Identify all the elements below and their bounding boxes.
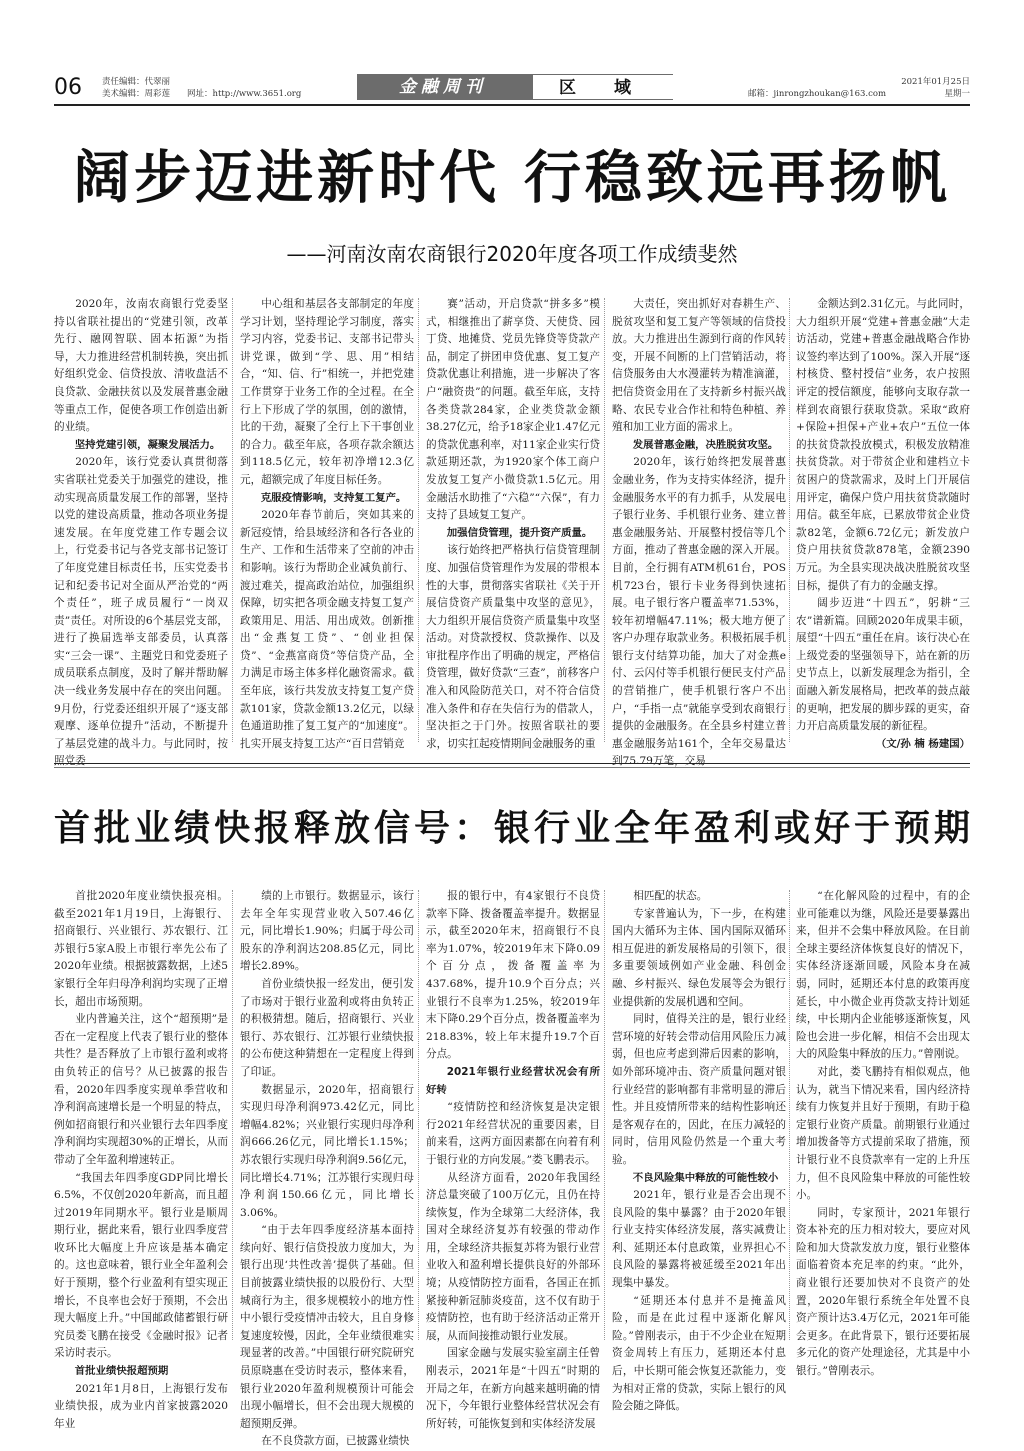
article-divider (54, 763, 970, 764)
column-separator (789, 298, 790, 742)
article-1-subtitle: ——河南汝南农商银行2020年度各项工作成绩斐然 (286, 242, 738, 266)
paragraph: 从经济方面看，2020年我国经济总量突破了100万亿元，且仍在持续恢复，作为全球第二大经济体，我国对全球经济复苏有较强的带动作用，全球经济共振复苏将为银行业营业收入和盈利增长提供良好的外部环境；从疫情防控方面看，各国正在抓紧接种新冠肺炎疫苗，这不仅有助于疫情防控，也有助于经济活动正常开展，从而间接推动银行业发展。 (426, 1171, 600, 1342)
paragraph: 业内普遍关注，这个“超预期”是否在一定程度上代表了银行业的整体共性？是否释放了上市银行盈利或将由负转正的信号？从已披露的报告看，2020年四季度实现单季营收和净利润高速增长是一个明显的特点，例如招商银行和兴业银行去年四季度净利润均实现超30%的正增长，从而带动了全年盈利增速转正。 (54, 1013, 228, 1166)
paragraph: “由于去年四季度经济基本面持续向好、银行信贷投放力度加大，为银行出现‘共性改善’提供了基础。但目前披露业绩快报的以股份行、大型城商行为主，很多规模较小的地方性中小银行受疫情冲击较大，且自身修复速度较慢，因此，全年业绩很难实现显著的改善。”中国银行研究院研究员原晓惠在受访时表示，整体来看，银行业2020年盈利规模预计可能会出现小幅增长，但不会出现大规模的超预期反弹。 (240, 1224, 414, 1430)
paragraph: 2020年，汝南农商银行党委坚持以省联社提出的“党建引领，改革先行、融网智联、固本拓源”为指导，大力推进经营机制转换，突出抓好组织党金、信贷投放、清收盘活不良贷款、金融扶贫以及发展普惠金融等重点工作，促使各项工作创造出新的业绩。 (54, 298, 228, 434)
paragraph: 阔步迈进“十四五”，躬耕“三农”谱新篇。回顾2020年成果丰硕，展望“十四五”重任在肩。该行决心在上级党委的坚强领导下，站在新的历史节点上，以新发展理念为指引，全面融入新发展格局，把改革的鼓点敲的更响，把发展的脚步踩的更实，奋力开启高质量发展的新征程。 (796, 597, 970, 733)
paragraph: 2020年，该行始终把发展普惠金融业务，作为支持实体经济，提升金融服务水平的有力抓手，从发展电子银行业务、手机银行业务、建立普惠金融服务站、开展整村授信等几个方面，推动了普惠金融的深入开展。目前，全行拥有ATM机61台，POS机723台，银行卡业务得到快速拓展。电子银行客户覆盖率71.53%，较年初增幅47.11%；极大地方便了客户办理存取款业务。积极拓展手机银行支付结算功能，加大了对金燕e付、云闪付等手机银行便民支付产品的营销推广，使手机银行客户不出户，“手指一点”就能享受到农商银行提供的金融服务。在全县乡村建立普惠金融服务站161个，全年交易量达到75.79万笔，交易 (612, 456, 786, 768)
publication-name: 金融周刊 (399, 77, 487, 97)
section-heading: 首批业绩快报超预期 (74, 1365, 169, 1378)
section-name: 区 域 (533, 74, 673, 100)
paragraph: 中心组和基层各支部制定的年度学习计划，坚持理论学习制度，落实学习内容，党委书记、支部书记带头讲党课，做到“学、思、用”相结合，“知、信、行”相统一，并把党建工作贯穿于业务工作的全过程。在全行上下形成了学的氛围，创的激情，比的干劲，凝聚了全行上下干事创业的合力。截至年底，各项存款余额达到118.5亿元，较年初净增12.3亿元，超额完成了年度目标任务。 (240, 298, 414, 486)
paragraph: 专家普遍认为，下一步，在构建国内大循环为主体、国内国际双循环相互促进的新发展格局的引领下，很多重要领域例如产业金融、科创金融、乡村振兴、绿色发展等会为银行业提供新的发展机遇和空间。 (612, 907, 786, 1008)
column-separator (418, 298, 419, 742)
paragraph: 对此，娄飞鹏持有相似观点，他认为，就当下情况来看，国内经济持续有力恢复并且好于预期，有助于稳定银行业资产质量。前期银行业通过增加拨备等方式提前采取了措施，预计银行业不良贷款率有一定的上升压力，但不良风险集中释放的可能性较小。 (796, 1065, 970, 1202)
paragraph: 绩的上市银行。数据显示，该行去年全年实现营业收入507.46亿元，同比增长1.90%；归属于母公司股东的净利润达208.85亿元，同比增长2.89%。 (240, 890, 414, 973)
paragraph: 在不良贷款方面，已披露业绩快 (261, 1435, 410, 1448)
paragraph: 相匹配的状态。 (633, 890, 708, 902)
byline: （文/孙 楠 杨建国） (875, 737, 970, 750)
paragraph: 报的银行中，有4家银行不良贷款率下降、拨备覆盖率提升。数据显示，截至2020年末，招商银行不良率为1.07%，较2019年末下降0.09个百分点，拨备覆盖率为437.68%，提升10.9个百分点；兴业银行不良率为1.25%，较2019年末下降0.29个百分点，拨备覆盖率为218.83%，较上年末提升19.7个百分点。 (426, 890, 600, 1061)
paragraph: 国家金融与发展实验室副主任曾刚表示，2021年是“十四五”时期的开局之年，在新方向越来越明确的情况下，今年银行业整体经营状况会有所好转，可能恢复到和实体经济发展 (426, 1347, 600, 1430)
text-column (240, 296, 414, 750)
website-url: 网址：http://www.3651.org (187, 89, 302, 99)
page-number: 06 (54, 75, 82, 100)
paragraph: 首份业绩快报一经发出，便引发了市场对于银行业盈利或将由负转正的积极猜想。随后，招商银行、兴业银行、苏农银行、江苏银行业绩快报的公布使这种猜想在一定程度上得到了印证。 (240, 977, 414, 1078)
paragraph: 金额达到2.31亿元。与此同时，大力组织开展“党建+普惠金融”大走访活动，党建+普惠金融战略合作协议签约率达到了100%。深入开展“逐村核贷、整村授信”业务，农户按照评定的授信额度，能够向支取存款一样到农商银行获取贷款。采取“政府+保险+担保+产业+农户”五位一体的扶贫贷款投放模式，积极发放精准扶贫贷款。对于带贫企业和建档立卡贫困户的贷款需求，及时上门开展信用评定，确保户贷户用扶贫贷款随时用信。截至年底，已累放带贫企业贷款82笔，金额6.72亿元；新发放户贷户用扶贫贷款878笔，金额2390万元。为全县实现决战决胜脱贫攻坚目标，提供了有力的金融支撑。 (796, 298, 970, 592)
text-column (426, 296, 600, 750)
section-heading: 加强信贷管理，提升资产质量。 (446, 526, 593, 539)
section-heading: 2021年银行业经营状况会有所好转 (426, 1065, 600, 1096)
paragraph: 该行始终把严格执行信贷管理制度、加强信贷管理作为发展的带根本性的大事，贯彻落实省联社《关于开展信贷资产质量集中攻坚的意见》，大力组织开展信贷资产质量集中攻坚活动。对贷款授权、贷款操作、以及审批程序作出了明确的规定，严格信贷管理，做好贷款“三查”，前移客户准入和风险防范关口，对不符合信贷准入条件和存在失信行为的借款人，坚决拒之于门外。按照省联社的要求，切实扛起疫情期间金融服务的重 (426, 544, 600, 750)
section-heading: 克服疫情影响，支持复工复产。 (260, 491, 407, 504)
article-divider-thin (54, 767, 970, 768)
section-heading: 坚持党建引领，凝聚发展活力。 (74, 438, 221, 451)
paragraph: “延期还本付息并不是掩盖风险，而是在此过程中逐渐化解风险。”曾刚表示，由于不少企业在短期资金周转上有压力，延期还本付息后，中长期可能会恢复还款能力，变为相对正常的贷款，实际上银行的风险会随之降低。 (612, 1294, 786, 1413)
article-1-headline: 阔步迈进新时代 行稳致远再扬帆 (73, 144, 951, 211)
paragraph: 首批2020年度业绩快报亮相。截至2021年1月19日，上海银行、招商银行、兴业银行、苏农银行、江苏银行5家A股上市银行率先公布了2020年业绩。根据披露数据，上述5家银行全年归母净利润均实现了正增长，超出市场预期。 (54, 890, 228, 1008)
column-separator (232, 298, 233, 742)
paragraph: 2020年春节前后，突如其来的新冠疫情，给县域经济和各行各业的生产、工作和生活带来了空前的冲击和影响。该行为帮助企业减负前行、渡过难关，提高政治站位，加强组织保障，切实把各项金融支持复工复产政策用足、用活、用出成效。创新推出“金燕复工贷”、“创业担保贷”、“金燕富商贷”等信贷产品，全力满足市场主体多样化融资需求。截至年底，该行共发放支持复工复产贷款101家，贷款金额13.2亿元，以绿色通道助推了复工复产的“加速度”。扎实开展支持复工达产“百日营销竞 (240, 509, 414, 750)
issue-weekday: 星期一 (944, 89, 970, 99)
art-editor: 美术编辑：周彩莲 (102, 89, 171, 99)
masthead (54, 74, 970, 104)
masthead-rule (54, 104, 970, 106)
column-separator (604, 890, 605, 1340)
email-address: 邮箱：jinrongzhoukan@163.com (748, 89, 887, 99)
text-column (54, 888, 228, 1430)
text-column (612, 296, 786, 768)
paragraph: 大责任，突出抓好对春耕生产、脱贫攻坚和复工复产等领域的信贷投放。大力推进出生源到行商的作风转变，开展不间断的上门营销活动，将信贷服务由大水漫灌转为精准滴灌，把信贷资金用在了支持新乡村振兴战略、农民专业合作社和特色种植、养殖和加工业方面的需求上。 (612, 298, 786, 434)
paragraph: “在化解风险的过程中，有的企业可能难以为继，风险还是要暴露出来，但并不会集中释放风险。在目前全球主要经济体恢复良好的情况下，实体经济逐渐回暖，风险本身在减弱，同时，延期还本付息的政策再度延长，中小微企业再贷款支持计划延续，中长期内企业能够逐渐恢复，风险也会进一步化解，相信不会出现太大的风险集中释放的压力。”曾刚说。 (796, 890, 970, 1061)
text-column (796, 296, 970, 750)
paragraph: 同时，值得关注的是，银行业经营环境的好转会带动信用风险压力减弱，但也应考虑到滞后因素的影响，如外部环境冲击、资产质量问题对银行业经营的影响都有非常明显的滞后性。并且疫情所带来的结构性影响还是客观存在的，因此，在压力减轻的同时，信用风险仍然是一个重大考验。 (612, 1013, 786, 1166)
paragraph: 2021年，银行业是否会出现不良风险的集中暴露？由于2020年银行业支持实体经济发展，落实减费让利、延期还本付息政策，业界担心不良风险的暴露将被延缓至2021年出现集中暴发。 (612, 1189, 786, 1290)
editor-in-charge: 责任编辑：代翠丽 (102, 77, 171, 87)
text-column (612, 888, 786, 1413)
article-2-headline: 首批业绩快报释放信号：银行业全年盈利或好于预期 (54, 808, 975, 849)
section-heading: 发展普惠金融，决胜脱贫攻坚。 (632, 438, 779, 451)
issue-date-block (901, 76, 970, 100)
paragraph: 2021年1月8日，上海银行发布业绩快报，成为业内首家披露2020年业 (54, 1382, 228, 1430)
section-banner (357, 74, 673, 100)
text-column (796, 888, 970, 1378)
text-column (240, 888, 414, 1448)
paragraph: 赛”活动，开启贷款“拼多多”模式，相继推出了薪享贷、天使贷、园丁贷、地摊贷、党员先锋贷等贷款产品，制定了拼团申贷优惠、复工复产贷款优惠让利措施，进一步解决了客户“融资贵”的问题。截至年底，支持各类贷款284家，企业类贷款金额38.27亿元，给予18家企业1.47亿元的贷款优惠利率，对11家企业实行贷款延期还款，为1920家个体工商户发放复工复产小微贷款1.5亿元。用金融活水助推了“六稳”“六保”，有力支持了县域复工复产。 (426, 298, 600, 522)
text-column (426, 888, 600, 1430)
column-separator (232, 890, 233, 1340)
column-separator (604, 298, 605, 742)
column-separator (789, 890, 790, 1340)
paragraph: 2020年，该行党委认真贯彻落实省联社党委关于加强党的建设，推动实现高质量发展工作的部署，坚持以党的建设高质量，推动各项业务提速发展。在年度党建工作专题会议上，行党委书记与各党支部书记签订了年度党建目标责任书，压实党委书记和纪委书记对全面从严治党的“两个责任”，班子成员履行“一岗双责”责任。对所设的6个基层党支部，进行了换届选举支部委员，认真落实“三会一课”、主题党日和党委班子成员联系点制度，及时了解并帮助解决一线业务发展中存在的突出问题。9月份，行党委还组织开展了“逐支部观摩、逐单位提升”活动，不断提升了基层党建的战斗力。与此同时，按照党委 (54, 456, 228, 768)
editor-credits (102, 76, 170, 100)
issue-date: 2021年01月25日 (901, 77, 970, 87)
text-column (54, 296, 228, 768)
paragraph: 同时，专家预计，2021年银行资本补充的压力相对较大，要应对风险和加大贷款发放力度，银行业整体面临着资本充足率的约束。“此外，商业银行还要加快对不良资产的处置，2020年银行系统全年处置不良资产预计达3.4万亿元，2021年可能会更多。在此背景下，银行还要拓展多元化的资产处理途径，尤其是中小银行。”曾刚表示。 (796, 1206, 970, 1378)
paragraph: 数据显示，2020年，招商银行实现归母净利润973.42亿元，同比增幅4.82%；兴业银行实现归母净利润666.26亿元，同比增长1.15%；苏农银行实现归母净利润9.56亿元，同比增长4.71%；江苏银行实现归母净利润150.66亿元，同比增长3.06%。 (240, 1083, 414, 1219)
paragraph: “我国去年四季度GDP同比增长6.5%，不仅创2020年新高，而且超过2019年同期水平。银行业是顺周期行业，据此来看，银行业四季度营收环比大幅度上升应该是基本确定的。这也意味着，银行业全年盈利会好于预期，整个行业盈利有望实现正增长，不良率也会好于预期，不会出现大幅度上升。”中国邮政储蓄银行研究员娄飞鹏在接受《金融时报》记者采访时表示。 (54, 1171, 228, 1360)
paragraph: “疫情防控和经济恢复是决定银行2021年经营状况的重要因素，目前来看，这两方面因素都在向着有利于银行业的方向发展。”娄飞鹏表示。 (426, 1101, 600, 1166)
section-heading: 不良风险集中释放的可能性较小 (632, 1171, 779, 1184)
column-separator (418, 890, 419, 1340)
